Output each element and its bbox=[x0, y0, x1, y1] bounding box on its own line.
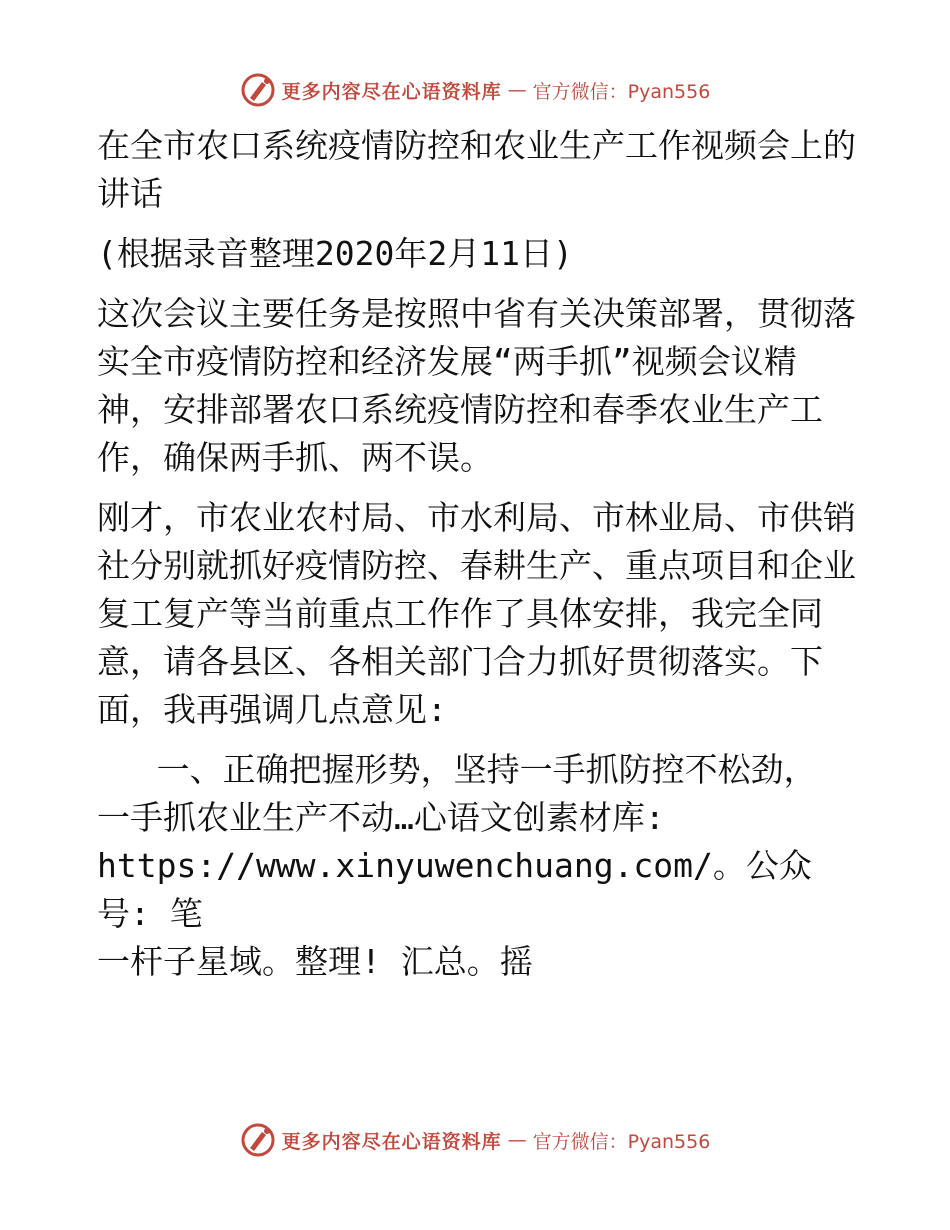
pen-logo-icon bbox=[240, 72, 276, 108]
pen-logo-icon bbox=[240, 1122, 276, 1158]
paragraph-2: 刚才，市农业农村局、市水利局、市林业局、市供销社分别就抓好疫情防控、春耕生产、重点项目和企业复工复产等当前重点工作作了具体安排，我完全同意，请各县区、各相关部门合力抓好贯彻落实。下面，我再强调几点意见: bbox=[97, 498, 856, 729]
section-heading-line-2: 一手抓农业生产不动…心语文创素材库: bbox=[97, 798, 665, 837]
document-title: 在全市农口系统疫情防控和农业生产工作视频会上的讲话 bbox=[97, 126, 856, 213]
watermark-text: 更多内容尽在心语资料库 bbox=[281, 1130, 502, 1153]
watermark-separator: — bbox=[507, 1129, 527, 1151]
paragraph-1: 这次会议主要任务是按照中省有关决策部署，贯彻落实全市疫情防控和经济发展“两手抓”视频会议精神，安排部署农口系统疫情防控和春季农业生产工作，确保两手抓、两不误。 bbox=[97, 294, 856, 477]
watermark-text: 更多内容尽在心语资料库 bbox=[281, 80, 502, 103]
watermark-contact: 官方微信：Pyan556 bbox=[532, 80, 711, 103]
section-heading-line-4: 一杆子星域。整理! 汇总。摇 bbox=[97, 942, 533, 981]
watermark-contact: 官方微信：Pyan556 bbox=[532, 1130, 711, 1153]
section-heading-line-3: https://www.xinyuwenchuang.com/。公众号: 笔 bbox=[97, 846, 812, 933]
section-heading-line-1: 一、正确把握形势，坚持一手抓防控不松劲， bbox=[97, 750, 817, 789]
footer-watermark bbox=[0, 1120, 950, 1160]
document-body bbox=[97, 122, 857, 998]
header-watermark bbox=[0, 70, 950, 110]
watermark-separator: — bbox=[507, 79, 527, 101]
date-note: (根据录音整理2020年2月11日) bbox=[97, 234, 573, 273]
section-heading bbox=[97, 746, 857, 986]
